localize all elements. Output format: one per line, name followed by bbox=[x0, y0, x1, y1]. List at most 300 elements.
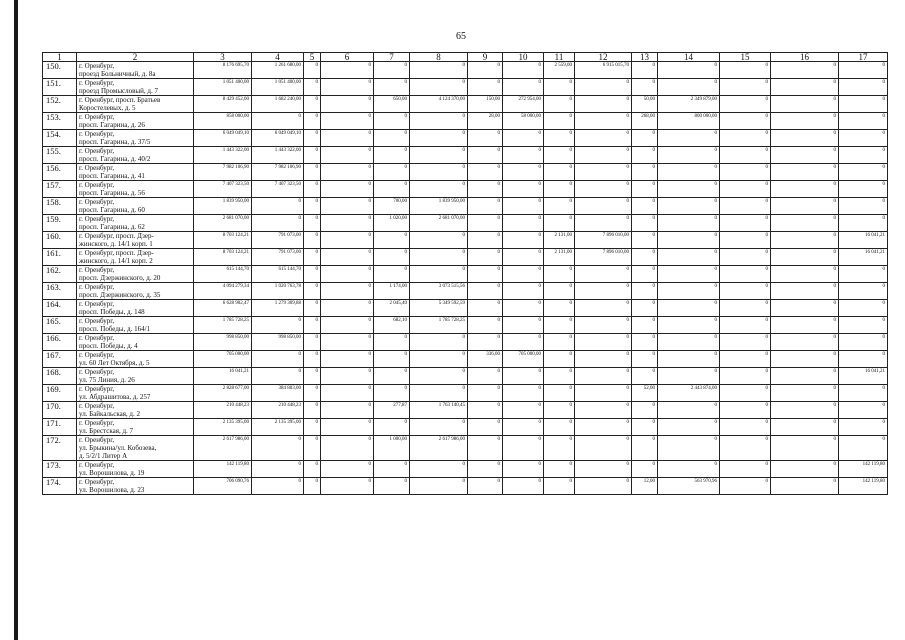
value-cell: 0 bbox=[771, 436, 839, 461]
value-cell: 0 bbox=[374, 232, 410, 249]
value-cell: 0 bbox=[771, 130, 839, 147]
address-cell bbox=[77, 419, 194, 436]
value-cell: 0 bbox=[304, 96, 321, 113]
value-cell: 682,10 bbox=[374, 317, 410, 334]
value-cell: 0 bbox=[410, 79, 468, 96]
value-cell: 2 559,00 bbox=[544, 62, 575, 79]
table-row bbox=[43, 385, 888, 402]
value-cell: 0 bbox=[374, 419, 410, 436]
value-cell: 0 bbox=[252, 113, 304, 130]
value-cell: 0 bbox=[503, 283, 544, 300]
value-cell: 0 bbox=[632, 130, 658, 147]
value-cell: 0 bbox=[771, 283, 839, 300]
value-cell: 0 bbox=[321, 266, 374, 283]
value-cell: 0 bbox=[658, 300, 720, 317]
value-cell: 0 bbox=[252, 436, 304, 461]
address-line: просп. Победы, д. 164/1 bbox=[79, 325, 151, 333]
row-number: 167. bbox=[43, 351, 77, 368]
value-cell: 0 bbox=[468, 232, 503, 249]
value-cell: 0 bbox=[468, 130, 503, 147]
value-cell: 210 448,23 bbox=[194, 402, 252, 419]
value-cell: 0 bbox=[575, 96, 632, 113]
column-header: 16 bbox=[771, 53, 839, 62]
value-cell: 0 bbox=[720, 232, 771, 249]
value-cell: 998 850,00 bbox=[252, 334, 304, 351]
value-cell: 0 bbox=[304, 164, 321, 181]
value-cell: 0 bbox=[304, 249, 321, 266]
value-cell: 0 bbox=[544, 461, 575, 478]
value-cell: 0 bbox=[771, 351, 839, 368]
value-cell: 0 bbox=[575, 385, 632, 402]
value-cell: 0 bbox=[632, 368, 658, 385]
value-cell: 0 bbox=[410, 368, 468, 385]
address-cell bbox=[77, 147, 194, 164]
value-cell: 0 bbox=[304, 334, 321, 351]
value-cell: 0 bbox=[374, 164, 410, 181]
value-cell: 0 bbox=[503, 266, 544, 283]
value-cell: 1 261 680,00 bbox=[252, 62, 304, 79]
address-cell bbox=[77, 317, 194, 334]
value-cell: 2 617 986,00 bbox=[410, 436, 468, 461]
value-cell: 0 bbox=[321, 164, 374, 181]
value-cell: 0 bbox=[720, 436, 771, 461]
value-cell: 0 bbox=[771, 249, 839, 266]
value-cell: 0 bbox=[252, 478, 304, 495]
value-cell: 0 bbox=[632, 249, 658, 266]
value-cell: 1 839 950,00 bbox=[194, 198, 252, 215]
value-cell: 7 407 323,50 bbox=[252, 181, 304, 198]
value-cell: 0 bbox=[321, 385, 374, 402]
address-cell bbox=[77, 96, 194, 113]
value-cell: 0 bbox=[658, 147, 720, 164]
row-number: 164. bbox=[43, 300, 77, 317]
table-row bbox=[43, 419, 888, 436]
value-cell: 0 bbox=[410, 130, 468, 147]
row-number: 169. bbox=[43, 385, 77, 402]
value-cell: 0 bbox=[575, 164, 632, 181]
value-cell: 0 bbox=[771, 266, 839, 283]
value-cell: 0 bbox=[503, 368, 544, 385]
value-cell: 0 bbox=[410, 266, 468, 283]
address-line: ул. Ворошилова, д. 19 bbox=[79, 469, 145, 477]
value-cell: 0 bbox=[468, 402, 503, 419]
address-line: г. Оренбург, bbox=[79, 164, 115, 172]
value-cell: 0 bbox=[771, 164, 839, 181]
value-cell: 0 bbox=[468, 478, 503, 495]
address-line: г. Оренбург, bbox=[79, 300, 115, 308]
value-cell: 2 617 986,00 bbox=[194, 436, 252, 461]
table-row bbox=[43, 351, 888, 368]
table-row bbox=[43, 478, 888, 495]
value-cell: 2 349 879,00 bbox=[658, 96, 720, 113]
value-cell: 0 bbox=[658, 249, 720, 266]
column-number-header bbox=[43, 53, 888, 62]
address-line: просп. Дзержинского, д. 20 bbox=[79, 274, 161, 282]
table-row bbox=[43, 368, 888, 385]
row-number: 174. bbox=[43, 478, 77, 495]
value-cell: 0 bbox=[839, 113, 888, 130]
value-cell: 7 896 010,00 bbox=[575, 249, 632, 266]
column-header: 7 bbox=[374, 53, 410, 62]
value-cell: 1 443 322,00 bbox=[252, 147, 304, 164]
value-cell: 0 bbox=[304, 198, 321, 215]
value-cell: 142 119,80 bbox=[839, 478, 888, 495]
value-cell: 0 bbox=[771, 478, 839, 495]
address-line: г. Оренбург, bbox=[79, 181, 115, 189]
address-line: г. Оренбург, bbox=[79, 215, 115, 223]
address-line: г. Оренбург, bbox=[79, 147, 115, 155]
value-cell: 0 bbox=[304, 317, 321, 334]
row-number: 172. bbox=[43, 436, 77, 461]
value-cell: 0 bbox=[410, 478, 468, 495]
value-cell: 0 bbox=[374, 130, 410, 147]
value-cell: 0 bbox=[410, 334, 468, 351]
value-cell: 0 bbox=[575, 461, 632, 478]
address-line: г. Оренбург, bbox=[79, 402, 115, 410]
value-cell: 0 bbox=[304, 79, 321, 96]
column-header: 2 bbox=[77, 53, 194, 62]
value-cell: 0 bbox=[304, 283, 321, 300]
value-cell: 150,00 bbox=[468, 96, 503, 113]
row-number: 158. bbox=[43, 198, 77, 215]
row-number: 155. bbox=[43, 147, 77, 164]
table-row bbox=[43, 147, 888, 164]
value-cell: 0 bbox=[658, 461, 720, 478]
row-number: 150. bbox=[43, 62, 77, 79]
value-cell: 50,00 bbox=[632, 96, 658, 113]
value-cell: 0 bbox=[252, 317, 304, 334]
address-cell bbox=[77, 300, 194, 317]
row-number: 170. bbox=[43, 402, 77, 419]
value-cell: 0 bbox=[252, 215, 304, 232]
value-cell: 0 bbox=[321, 419, 374, 436]
value-cell: 0 bbox=[468, 147, 503, 164]
value-cell: 0 bbox=[575, 79, 632, 96]
value-cell: 1 051 400,00 bbox=[252, 79, 304, 96]
address-line: просп. Гагарина, д. 60 bbox=[79, 206, 145, 214]
address-cell bbox=[77, 181, 194, 198]
address-line: ул. Байкальская, д. 2 bbox=[79, 410, 140, 418]
table-row bbox=[43, 96, 888, 113]
value-cell: 0 bbox=[503, 317, 544, 334]
value-cell: 0 bbox=[410, 419, 468, 436]
address-line: г. Оренбург, bbox=[79, 461, 115, 469]
address-line: г. Оренбург, bbox=[79, 478, 115, 486]
value-cell: 0 bbox=[374, 478, 410, 495]
value-cell: 0 bbox=[252, 351, 304, 368]
value-cell: 0 bbox=[658, 266, 720, 283]
value-cell: 0 bbox=[720, 283, 771, 300]
value-cell: 0 bbox=[575, 368, 632, 385]
value-cell: 0 bbox=[720, 419, 771, 436]
value-cell: 16 041,21 bbox=[839, 249, 888, 266]
value-cell: 0 bbox=[374, 266, 410, 283]
value-cell: 0 bbox=[575, 436, 632, 461]
address-line: ул. Ворошилова, д. 23 bbox=[79, 486, 145, 494]
value-cell: 7 982 106,90 bbox=[194, 164, 252, 181]
table-row bbox=[43, 62, 888, 79]
value-cell: 0 bbox=[410, 385, 468, 402]
value-cell: 0 bbox=[658, 232, 720, 249]
value-cell: 0 bbox=[503, 215, 544, 232]
address-line: г. Оренбург, bbox=[79, 198, 115, 206]
value-cell: 0 bbox=[304, 266, 321, 283]
value-cell: 0 bbox=[410, 62, 468, 79]
value-cell: 0 bbox=[304, 368, 321, 385]
value-cell: 0 bbox=[304, 385, 321, 402]
address-line: просп. Гагарина, д. 56 bbox=[79, 189, 145, 197]
value-cell: 0 bbox=[321, 317, 374, 334]
value-cell: 0 bbox=[252, 198, 304, 215]
value-cell: 0 bbox=[544, 478, 575, 495]
value-cell: 0 bbox=[410, 249, 468, 266]
value-cell: 0 bbox=[575, 334, 632, 351]
value-cell: 142 119,80 bbox=[839, 461, 888, 478]
value-cell: 0 bbox=[304, 461, 321, 478]
value-cell: 58 000,00 bbox=[503, 113, 544, 130]
value-cell: 277,87 bbox=[374, 402, 410, 419]
table-row bbox=[43, 300, 888, 317]
value-cell: 705 000,00 bbox=[503, 351, 544, 368]
value-cell: 0 bbox=[575, 181, 632, 198]
value-cell: 1 000,00 bbox=[374, 436, 410, 461]
value-cell: 8 703 124,21 bbox=[194, 232, 252, 249]
value-cell: 0 bbox=[771, 402, 839, 419]
value-cell: 0 bbox=[410, 181, 468, 198]
value-cell: 706 090,76 bbox=[194, 478, 252, 495]
value-cell: 0 bbox=[374, 79, 410, 96]
value-cell: 2 828 677,00 bbox=[194, 385, 252, 402]
value-cell: 0 bbox=[632, 181, 658, 198]
value-cell: 0 bbox=[544, 147, 575, 164]
address-line: г. Оренбург, bbox=[79, 351, 115, 359]
value-cell: 0 bbox=[771, 419, 839, 436]
address-line: г. Оренбург, bbox=[79, 419, 115, 427]
value-cell: 0 bbox=[839, 164, 888, 181]
table-body bbox=[43, 62, 888, 495]
table-row bbox=[43, 266, 888, 283]
value-cell: 0 bbox=[503, 181, 544, 198]
value-cell: 0 bbox=[503, 232, 544, 249]
row-number: 152. bbox=[43, 96, 77, 113]
value-cell: 0 bbox=[410, 461, 468, 478]
value-cell: 0 bbox=[632, 232, 658, 249]
register-table bbox=[42, 52, 888, 495]
value-cell: 0 bbox=[771, 215, 839, 232]
column-header: 4 bbox=[252, 53, 304, 62]
value-cell: 0 bbox=[839, 436, 888, 461]
value-cell: 0 bbox=[575, 266, 632, 283]
table-row bbox=[43, 181, 888, 198]
value-cell: 0 bbox=[468, 181, 503, 198]
value-cell: 0 bbox=[304, 351, 321, 368]
value-cell: 0 bbox=[544, 215, 575, 232]
value-cell: 2 681 070,00 bbox=[410, 215, 468, 232]
table-row bbox=[43, 461, 888, 478]
column-header: 17 bbox=[839, 53, 888, 62]
value-cell: 0 bbox=[720, 385, 771, 402]
address-line: просп. Победы, д. 148 bbox=[79, 308, 145, 316]
value-cell: 0 bbox=[632, 419, 658, 436]
value-cell: 0 bbox=[658, 317, 720, 334]
value-cell: 7 896 010,00 bbox=[575, 232, 632, 249]
address-line: просп. Гагарина, д. 26 bbox=[79, 121, 145, 129]
value-cell: 0 bbox=[503, 79, 544, 96]
value-cell: 0 bbox=[544, 266, 575, 283]
value-cell: 0 bbox=[468, 385, 503, 402]
value-cell: 1 785 728,25 bbox=[410, 317, 468, 334]
page-number: 65 bbox=[456, 31, 466, 42]
value-cell: 16 041,21 bbox=[194, 368, 252, 385]
value-cell: 0 bbox=[771, 113, 839, 130]
value-cell: 0 bbox=[321, 215, 374, 232]
value-cell: 4 094 279,34 bbox=[194, 283, 252, 300]
address-line: г. Оренбург, bbox=[79, 62, 115, 70]
address-line: просп. Дзержинского, д. 35 bbox=[79, 291, 161, 299]
value-cell: 0 bbox=[720, 164, 771, 181]
table-row bbox=[43, 232, 888, 249]
value-cell: 1 174,00 bbox=[374, 283, 410, 300]
value-cell: 0 bbox=[771, 232, 839, 249]
address-cell bbox=[77, 130, 194, 147]
value-cell: 1 839 950,00 bbox=[410, 198, 468, 215]
value-cell: 0 bbox=[720, 62, 771, 79]
value-cell: 0 bbox=[304, 130, 321, 147]
value-cell: 0 bbox=[304, 181, 321, 198]
value-cell: 0 bbox=[839, 300, 888, 317]
value-cell: 0 bbox=[321, 249, 374, 266]
address-line: просп. Гагарина, д. 40/2 bbox=[79, 155, 151, 163]
address-line: г. Оренбург, bbox=[79, 317, 115, 325]
value-cell: 0 bbox=[632, 283, 658, 300]
value-cell: 0 bbox=[321, 334, 374, 351]
row-number: 154. bbox=[43, 130, 77, 147]
address-line: г. Оренбург, bbox=[79, 79, 115, 87]
value-cell: 0 bbox=[468, 419, 503, 436]
address-line: ул. 75 Линия, д. 26 bbox=[79, 376, 135, 384]
column-header: 14 bbox=[658, 53, 720, 62]
value-cell: 0 bbox=[503, 402, 544, 419]
value-cell: 0 bbox=[720, 351, 771, 368]
address-cell bbox=[77, 232, 194, 249]
value-cell: 0 bbox=[544, 283, 575, 300]
value-cell: 0 bbox=[304, 232, 321, 249]
value-cell: 0 bbox=[720, 402, 771, 419]
value-cell: 0 bbox=[410, 164, 468, 181]
value-cell: 0 bbox=[321, 478, 374, 495]
address-line: просп. Победы, д. 4 bbox=[79, 342, 138, 350]
address-cell bbox=[77, 215, 194, 232]
value-cell: 0 bbox=[503, 164, 544, 181]
row-number: 173. bbox=[43, 461, 77, 478]
value-cell: 0 bbox=[374, 368, 410, 385]
value-cell: 0 bbox=[839, 402, 888, 419]
address-line: просп. Гагарина, д. 37/5 bbox=[79, 138, 151, 146]
value-cell: 0 bbox=[720, 300, 771, 317]
value-cell: 0 bbox=[658, 334, 720, 351]
row-number: 153. bbox=[43, 113, 77, 130]
value-cell: 0 bbox=[658, 368, 720, 385]
address-line: г. Оренбург, bbox=[79, 436, 115, 444]
value-cell: 1 443 322,00 bbox=[194, 147, 252, 164]
value-cell: 0 bbox=[304, 62, 321, 79]
value-cell: 0 bbox=[771, 385, 839, 402]
value-cell: 0 bbox=[658, 62, 720, 79]
value-cell: 0 bbox=[839, 266, 888, 283]
row-number: 168. bbox=[43, 368, 77, 385]
value-cell: 4 124 370,00 bbox=[410, 96, 468, 113]
value-cell: 6 915 015,70 bbox=[575, 62, 632, 79]
value-cell: 0 bbox=[544, 96, 575, 113]
value-cell: 0 bbox=[720, 461, 771, 478]
address-line: д. 5/2/1 Литер А bbox=[79, 452, 128, 460]
value-cell: 272 954,00 bbox=[503, 96, 544, 113]
value-cell: 2 131,00 bbox=[544, 249, 575, 266]
value-cell: 0 bbox=[503, 198, 544, 215]
value-cell: 0 bbox=[503, 147, 544, 164]
column-header: 10 bbox=[503, 53, 544, 62]
value-cell: 1 763 140,45 bbox=[410, 402, 468, 419]
table-row bbox=[43, 436, 888, 461]
value-cell: 650,00 bbox=[374, 96, 410, 113]
row-number: 166. bbox=[43, 334, 77, 351]
value-cell: 0 bbox=[468, 283, 503, 300]
address-line: г. Оренбург, bbox=[79, 334, 115, 342]
address-cell bbox=[77, 436, 194, 461]
page-edge-rule bbox=[14, 0, 18, 640]
value-cell: 0 bbox=[468, 198, 503, 215]
value-cell: 1 020,00 bbox=[374, 215, 410, 232]
value-cell: 8 703 124,21 bbox=[194, 249, 252, 266]
value-cell: 0 bbox=[839, 419, 888, 436]
value-cell: 615 144,70 bbox=[252, 266, 304, 283]
value-cell: 0 bbox=[544, 164, 575, 181]
value-cell: 0 bbox=[304, 147, 321, 164]
value-cell: 0 bbox=[839, 198, 888, 215]
address-line: жинского, д. 14/1 корп. 1 bbox=[79, 240, 153, 248]
value-cell: 0 bbox=[321, 300, 374, 317]
value-cell: 0 bbox=[632, 79, 658, 96]
address-line: г. Оренбург, bbox=[79, 266, 115, 274]
value-cell: 0 bbox=[544, 181, 575, 198]
value-cell: 0 bbox=[839, 283, 888, 300]
value-cell: 0 bbox=[304, 436, 321, 461]
address-line: г. Оренбург, просп. Братьев bbox=[79, 96, 161, 104]
column-header: 15 bbox=[720, 53, 771, 62]
value-cell: 0 bbox=[839, 385, 888, 402]
value-cell: 0 bbox=[771, 79, 839, 96]
value-cell: 0 bbox=[410, 147, 468, 164]
value-cell: 0 bbox=[632, 266, 658, 283]
column-header: 8 bbox=[410, 53, 468, 62]
value-cell: 0 bbox=[575, 113, 632, 130]
value-cell: 0 bbox=[632, 317, 658, 334]
value-cell: 0 bbox=[544, 436, 575, 461]
address-cell bbox=[77, 249, 194, 266]
value-cell: 0 bbox=[839, 79, 888, 96]
value-cell: 0 bbox=[720, 478, 771, 495]
value-cell: 0 bbox=[468, 79, 503, 96]
value-cell: 0 bbox=[771, 461, 839, 478]
value-cell: 0 bbox=[468, 62, 503, 79]
value-cell: 1 682 240,00 bbox=[252, 96, 304, 113]
value-cell: 0 bbox=[575, 317, 632, 334]
value-cell: 0 bbox=[321, 351, 374, 368]
value-cell: 0 bbox=[632, 198, 658, 215]
value-cell: 0 bbox=[468, 249, 503, 266]
table-row bbox=[43, 283, 888, 300]
address-line: проезд Промысловый, д. 7 bbox=[79, 87, 158, 95]
